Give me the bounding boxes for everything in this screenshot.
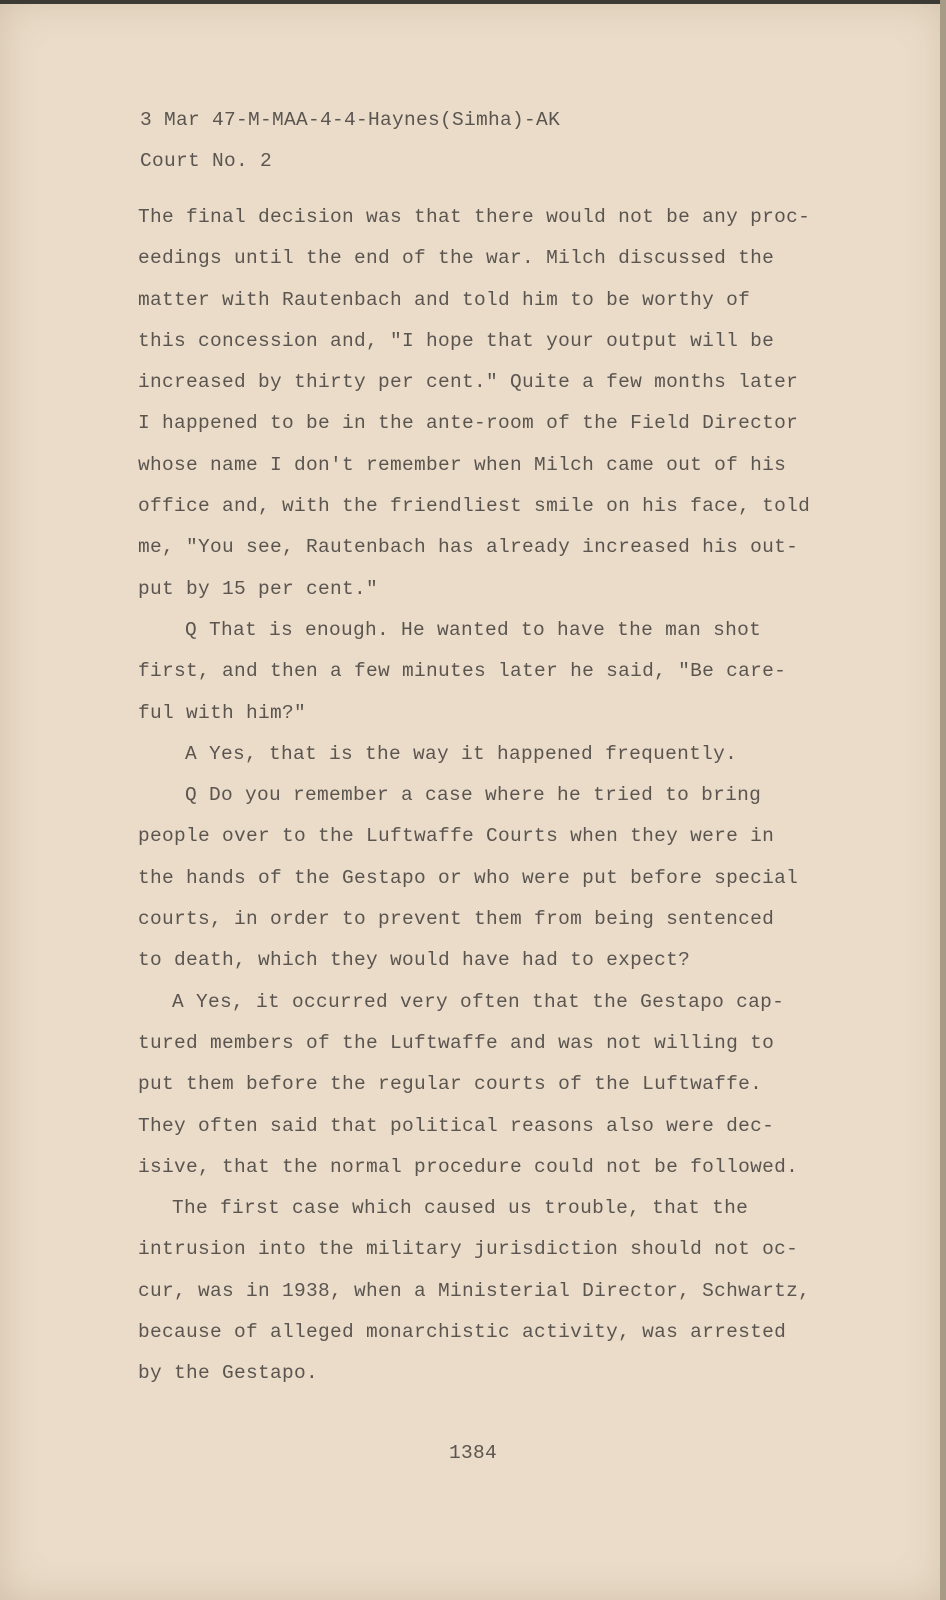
text-line: cur, was in 1938, when a Ministerial Director, Schwartz,: [138, 1279, 811, 1302]
document-header: [140, 100, 560, 182]
answer-line: A Yes, it occurred very often that the Gestapo cap-: [172, 990, 785, 1013]
text-line: tured members of the Luftwaffe and was not willing to: [138, 1031, 775, 1054]
text-line: isive, that the normal procedure could not be followed.: [138, 1155, 799, 1178]
text-line: put them before the regular courts of the Luftwaffe.: [138, 1073, 763, 1096]
text-line: by the Gestapo.: [138, 1362, 319, 1385]
reference-line: 3 Mar 47-M-MAA-4-4-Haynes(Simha)-AK: [140, 109, 561, 131]
text-line: matter with Rautenbach and told him to be worthy of: [138, 288, 751, 311]
court-line: Court No. 2: [140, 150, 273, 172]
text-line: whose name I don't remember when Milch came out of his: [138, 453, 787, 476]
answer-line: A Yes, that is the way it happened frequently.: [185, 742, 738, 765]
text-line: because of alleged monarchistic activity, was arrested: [138, 1321, 787, 1344]
text-line: ful with him?": [138, 701, 307, 724]
text-line: increased by thirty per cent." Quite a few months later: [138, 371, 799, 394]
text-line: office and, with the friendliest smile on his face, told: [138, 495, 811, 518]
text-line: to death, which they would have had to expect?: [138, 949, 691, 972]
question-line: Q That is enough. He wanted to have the man shot: [185, 618, 762, 641]
text-line: first, and then a few minutes later he said, "Be care-: [138, 660, 787, 683]
text-line: this concession and, "I hope that your output will be: [138, 329, 775, 352]
text-line: put by 15 per cent.": [138, 577, 379, 600]
text-line: courts, in order to prevent them from being sentenced: [138, 908, 775, 931]
text-line: The final decision was that there would not be any proc-: [138, 206, 811, 228]
text-line: eedings until the end of the war. Milch discussed the: [138, 247, 775, 270]
document-body: [138, 197, 833, 1395]
text-line: the hands of the Gestapo or who were put before special: [138, 866, 799, 889]
text-line: I happened to be in the ante-room of the Field Director: [138, 412, 799, 435]
text-line: intrusion into the military jurisdiction should not oc-: [138, 1238, 799, 1261]
paragraph-start-line: The first case which caused us trouble, that the: [172, 1197, 749, 1220]
page-number: 1384: [448, 1442, 497, 1464]
question-line: Q Do you remember a case where he tried to bring: [185, 784, 762, 807]
text-line: people over to the Luftwaffe Courts when they were in: [138, 825, 775, 848]
text-line: They often said that political reasons also were dec-: [138, 1114, 775, 1137]
text-line: me, "You see, Rautenbach has already increased his out-: [138, 536, 799, 559]
